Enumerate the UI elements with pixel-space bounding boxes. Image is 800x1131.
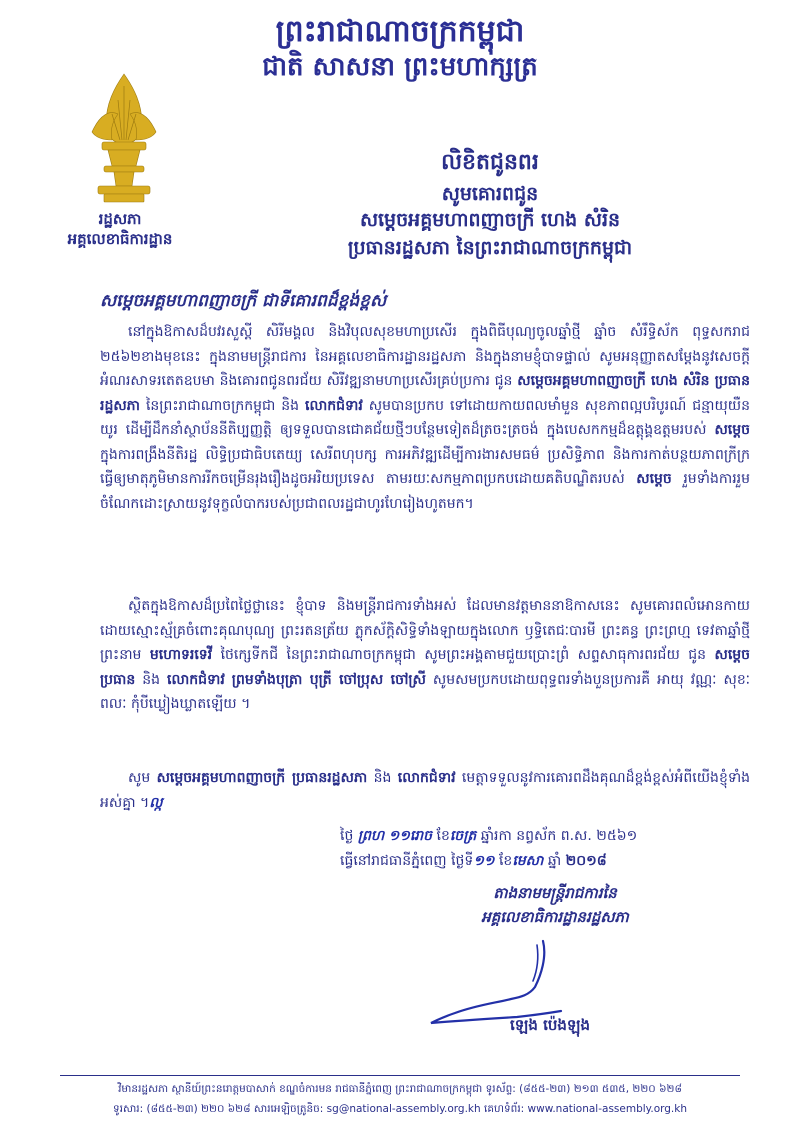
handwritten-month: ចេត្រ [449, 828, 477, 844]
text-run: សូម [128, 770, 151, 786]
footer-address: វិមានរដ្ឋសភា ស្ថានីយ៍ព្រះនរោត្តមបាសាក់ ខណ្ឌចំការមន រាជធានីភ្នំពេញ ព្រះរាជាណាចក្រកម្ពុជា ទូរស័ព្ទ: (៨៥៥-២៣) ២១៣ ៥៣៥, ២២០ ៦២៨ [118, 1083, 682, 1095]
footer-contact: ទូរសារ: (៨៥៥-២៣) ២២០ ៦២៨ សារអេឡិចត្រូនិច: sg@national-assembly.org.kh គេហទំព័រ: www.national-assembly.org.kh [112, 1103, 688, 1115]
salutation: សម្តេចអគ្គមហាពញាចក្រី ជាទីគោរពដ៏ខ្ពង់ខ្ពស់ [100, 291, 387, 311]
text-run: នៅក្នុងឱកាសដ៏បវរសួស្តី សិរីមង្គល និងវិបុលសុខមហាប្រសើរ ក្នុងពិធីបុណ្យចូលឆ្នាំថ្មី ឆ្នាំច សំរឹទ្ធិស័ក ពុទ្ធសករាជ ២៥៦២ខាងមុខនេះ ក្នុងនាមមន្ត្រីរាជការ នៃអគ្គលេខាធិការដ្ឋានរដ្ឋសភា និងក្នុងនាមខ្ញុំបាទផ្ទាល់ សូមអនុញ្ញាតសម្តែងនូវសេចក្តីអំណរសាទរតេតឧបមា និងគោរពជូនពរជ័យ សិរីវឌ្ឍនាមហាប្រសើរគ្រប់ប្រការ ជូន [100, 324, 750, 389]
footer-divider [60, 1075, 740, 1076]
date-text: ខែ [436, 828, 450, 844]
kingdom-heading: ព្រះរាជាណាចក្រកម្ពុជា [275, 14, 525, 49]
text-run: សូមសមប្រកបដោយពុទ្ធពរទាំងបួនប្រការគឺ អាយុ វណ្ណៈ សុខៈ ពលៈ កុំបីឃ្លៀងឃ្លាតឡើយ ។ [100, 671, 751, 712]
lunar-date [340, 826, 637, 847]
recipient-title: ប្រធានរដ្ឋសភា នៃព្រះរាជាណាចក្រកម្ពុជា [347, 237, 633, 259]
text-run: ថៃក្សេទីកជី នៃព្រះរាជាណាចក្រកម្ពុជា សូមព្រះអង្គតាមជួយប្រោះព្រំ សព្ទសាធុការពរជ័យ ជូន [220, 647, 707, 663]
solar-date [340, 851, 607, 872]
bold-run: ព្រមទាំងបុត្រា បុត្រី ចៅប្រុស ចៅស្រី [231, 671, 426, 688]
bold-run: មហោទរទេវី [149, 647, 213, 663]
handwritten-day: ១១ [473, 853, 495, 869]
date-text: ថ្ងៃ [340, 828, 354, 844]
motto-heading: ជាតិ សាសនា ព្រះមហាក្សត្រ [262, 52, 538, 82]
body-paragraph-3 [100, 766, 750, 815]
recipient-name: សម្តេចអគ្គមហាពញាចក្រី ហេង សំរិន [359, 209, 621, 231]
handwritten-month: មេសា [512, 853, 544, 869]
text-run: និង [373, 770, 392, 786]
bold-run: សម្តេចប្រធាន [100, 647, 751, 688]
text-run: មេត្តាទទួលនូវការគោរពដឹងគុណដ៏ខ្ពង់ខ្ពស់អំពីយើងខ្ញុំទាំងអស់គ្នា ។ [100, 770, 751, 811]
body-paragraph-2 [100, 594, 750, 717]
date-text: ធ្វើនៅរាជធានីភ្នំពេញ ថ្ងៃទី [340, 853, 474, 869]
respect-line: សូមគោរពជូន [441, 183, 539, 205]
signatory-on-behalf: តាងនាមមន្ត្រីរាជការនៃ [493, 884, 617, 902]
org-name: រដ្ឋសភា [98, 210, 142, 228]
bold-run: សម្តេចអគ្គមហាពញាចក្រី ហេង សំរិន ប្រធានរដ្ឋសភា [100, 373, 750, 414]
date-text: ឆ្នាំរកា នព្វស័ក ព.ស. ២៥៦១ [480, 828, 638, 844]
letter-type-title: លិខិតជូនពរ [441, 149, 539, 175]
text-run: និង [142, 671, 161, 688]
org-department: អគ្គលេខាធិការដ្ឋាន [67, 230, 173, 248]
handwritten-waxing: ១១រោច [388, 828, 433, 844]
bold-run: សម្តេចអគ្គមហាពញាចក្រី ប្រធានរដ្ឋសភា [156, 770, 368, 786]
handwritten-day: ព្រហ [357, 828, 385, 844]
bold-run: សម្តេច [714, 422, 751, 438]
text-run: សូមបានប្រកប ទៅដោយកាយពលមាំមួន សុខភាពល្អបរិបូរណ៍ ជន្មាយុយឺនយូរ ដើម្បីដឹកនាំស្ថាប័ននីតិប្បញ្ញត្តិ ឲ្យទទួលបានជោគជ័យថ្មីៗបន្ថែមទៀតដ៏ត្រចះត្រចង់ ក្នុងបេសកកម្មដ៏ឧត្តុង្គឧត្តមរបស់ [100, 397, 751, 438]
bold-run: សម្តេច [636, 471, 672, 487]
text-run: ស្ថិតក្នុងឱកាសដ៏ប្រពៃថ្លៃថ្លានេះ ខ្ញុំបាទ និងមន្ត្រីរាជការទាំងអស់ ដែលមានវត្តមាននាឱកាសនេះ សូមគោរពលំអោនកាយដោយស្មោះស្ម័គ្រចំពោះគុណបុណ្យ ព្រះរតនត្រ័យ ភ្លុកស័ក្តិសិទ្ធិទាំងឡាយក្នុងលោក ឫទ្ធិតេជៈបារមី ព្រះគន្ធ ព្រះព្រហ្ម ទេវតាឆ្នាំថ្មីព្រះនាម [100, 598, 750, 663]
text-run: នៃព្រះរាជាណាចក្រកម្ពុជា និង [145, 397, 300, 414]
date-text: ខែ [498, 853, 513, 869]
year-value: ២០១៨ [565, 853, 607, 869]
body-paragraph-1 [100, 320, 750, 516]
bold-run: លោកជំទាវ [397, 770, 456, 786]
text-run: រួមទាំងការរួមចំណែកដោះស្រាយនូវទុក្ខលំបាករបស់ប្រជាពលរដ្ឋជាហូរហែរៀងហូតមក។ [100, 471, 750, 512]
date-text: ឆ្នាំ [547, 853, 562, 869]
signatory-department: អគ្គលេខាធិការដ្ឋានរដ្ឋសភា [481, 908, 629, 926]
signer-name: ឡេង ប៉េងឡុង [510, 1016, 590, 1034]
text-run: ក្នុងការពង្រឹងនីតិរដ្ឋ លិទ្ធិប្រជាធិបតេយ្យ សេរីពហុបក្ស ការអភិវឌ្ឍដើម្បីការងារសមធម៌ ប្រសិទ្ធិភាព និងការកាត់បន្ថយភាពក្រីក្រ ធ្វើឲ្យមាតុភូមិមានការរីកចម្រើនរុងរឿងដូចអរិយប្រទេស តាមរយៈសកម្មភាពប្រកបដោយគតិបណ្ឌិតរបស់ [100, 446, 750, 487]
bold-run: លោកជំទាវ [305, 397, 363, 414]
initials-mark: ល្ក [149, 794, 163, 811]
bold-run: លោកជំទាវ [167, 671, 225, 688]
national-assembly-emblem-icon [84, 70, 164, 210]
